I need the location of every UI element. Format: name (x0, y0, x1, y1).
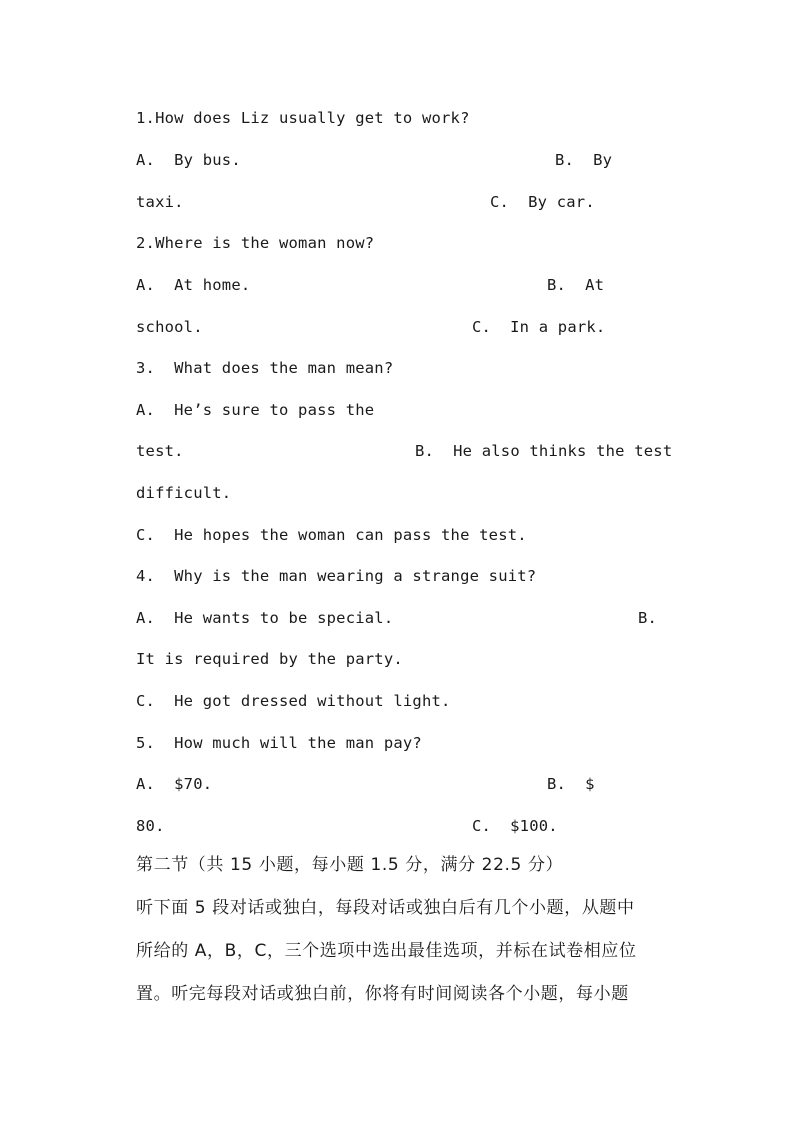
question-1-stem: 1.How does Liz usually get to work? (136, 109, 470, 127)
question-1-option-b-continued: taxi. (136, 193, 184, 211)
question-2-option-c: C. In a park. (472, 318, 606, 336)
question-3-option-b-continued: difficult. (136, 484, 232, 502)
question-2-option-b-continued: school. (136, 318, 203, 336)
question-5-option-b-continued: 80. (136, 817, 165, 835)
question-2-option-b: B. At (547, 276, 605, 294)
question-4-option-b-continued: It is required by the party. (136, 650, 403, 668)
question-1-option-b: B. By (555, 151, 613, 169)
question-5-option-b: B. $ (547, 775, 595, 793)
question-5-option-a: A. $70. (136, 775, 213, 793)
question-4-option-c: C. He got dressed without light. (136, 692, 451, 710)
section-2-instructions-line-2: 所给的 A，B，C，三个选项中选出最佳选项，并标在试卷相应位 (136, 941, 637, 961)
question-3-option-c: C. He hopes the woman can pass the test. (136, 526, 527, 544)
section-2-instructions-line-1: 听下面 5 段对话或独白，每段对话或独白后有几个小题，从题中 (136, 898, 635, 918)
question-3-option-a: A. He’s sure to pass the (136, 401, 375, 419)
question-5-option-c: C. $100. (472, 817, 558, 835)
section-2-instructions-line-3: 置。听完每段对话或独白前，你将有时间阅读各个小题，每小题 (136, 984, 629, 1004)
question-3-option-a-continued: test. (136, 442, 184, 460)
section-2-heading: 第二节（共 15 小题，每小题 1.5 分，满分 22.5 分） (136, 855, 564, 875)
question-3-option-b: B. He also thinks the test (415, 442, 673, 460)
question-2-stem: 2.Where is the woman now? (136, 234, 375, 252)
question-2-option-a: A. At home. (136, 276, 251, 294)
question-1-option-a: A. By bus. (136, 151, 241, 169)
question-5-stem: 5. How much will the man pay? (136, 734, 422, 752)
question-4-option-b: B. (638, 609, 658, 627)
question-1-option-c: C. By car. (490, 193, 595, 211)
question-4-option-a: A. He wants to be special. (136, 609, 394, 627)
question-4-stem: 4. Why is the man wearing a strange suit? (136, 567, 537, 585)
question-3-stem: 3. What does the man mean? (136, 359, 394, 377)
